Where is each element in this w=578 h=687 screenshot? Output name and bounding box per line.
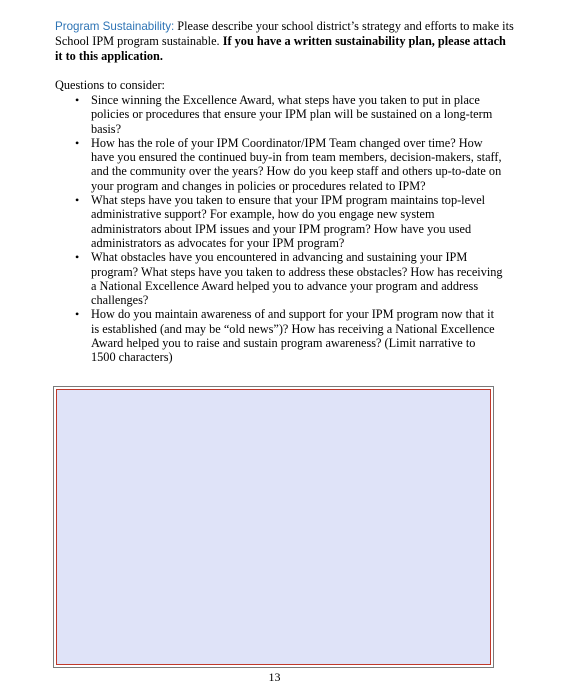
bullet-icon: • [75, 250, 80, 265]
question-text: What obstacles have you encountered in advancing and sustaining your IPM program? What steps have you taken to address these obstacles? How has receiving a National Excellence Award helped you to advance your program and address challenges? [91, 250, 503, 308]
answer-text-area[interactable] [56, 389, 491, 665]
bullet-icon: • [75, 135, 80, 150]
answer-text-field[interactable] [53, 386, 494, 668]
intro-paragraph [55, 19, 515, 63]
bullet-icon: • [75, 307, 80, 322]
questions-heading: Questions to consider: [55, 78, 165, 92]
list-item [75, 307, 503, 365]
bullet-icon: • [75, 93, 80, 107]
page-number: 13 [268, 670, 281, 684]
intro-bold-text: If you have a written sustainability plan, please attach it to this application. [55, 34, 506, 63]
question-text: How has the role of your IPM Coordinator/IPM Team changed over time? How have you ensured the continued buy-in from team members, decision-makers, staff, and the community over the years? How do you keep staff and others up-to-date on your program and changes in policies or procedures related to IPM? [91, 135, 502, 193]
questions-list [75, 93, 503, 365]
question-text: What steps have you taken to ensure that your IPM program maintains top-level administrative support? For example, how do you engage new system administrators about IPM issues and your IPM program? How have you used administrators as advocates for your IPM program? [91, 193, 486, 250]
bullet-icon: • [75, 193, 80, 208]
section-label: Program Sustainability: [55, 20, 175, 33]
list-item [75, 93, 503, 136]
question-text: How do you maintain awareness of and support for your IPM program now that it is established (and may be “old news”)? How has receiving a National Excellence Award helped you to raise and sustain program awareness? (Limit narrative to 1500 characters) [91, 307, 495, 365]
intro-text: Please describe your school district’s strategy and efforts to make its School IPM program sustainable. [55, 19, 514, 49]
list-item [75, 250, 503, 308]
list-item [75, 193, 503, 250]
list-item [75, 135, 503, 193]
question-text: Since winning the Excellence Award, what steps have you taken to put in place policies or procedures that ensure your IPM plan will be sustained on a long-term basis? [91, 93, 493, 136]
